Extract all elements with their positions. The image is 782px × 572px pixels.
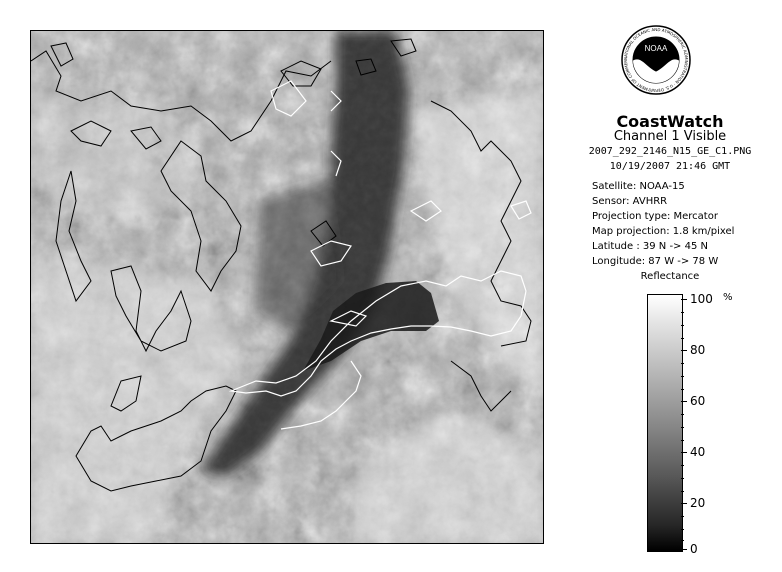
product-title: CoastWatch [616,112,724,131]
date-time: 10/19/2007 21:46 GMT [609,161,731,172]
colorbar-title: Reflectance [640,271,700,282]
colorbar-minor-tick [681,465,684,466]
file-name: 2007_292_2146_N15_GE_C1.PNG [588,146,752,157]
satellite-label: Satellite: NOAA-15 [592,181,685,192]
projection-type-label: Projection type: Mercator [592,211,718,222]
corridor-noise [31,31,543,543]
satellite-image [30,30,544,544]
colorbar-minor-tick [681,427,684,428]
sensor-label: Sensor: AVHRR [592,196,668,207]
satellite-imagery-svg [31,31,543,543]
colorbar-minor-tick [681,491,684,492]
colorbar-tick [681,401,687,402]
colorbar [647,294,683,552]
channel-label: Channel 1 Visible [613,129,727,144]
colorbar-tick [681,503,687,504]
colorbar-minor-tick [681,516,684,517]
map-projection-label: Map projection: 1.8 km/pixel [592,226,735,237]
colorbar-unit: % [723,292,733,303]
colorbar-tick [681,299,687,300]
colorbar-minor-tick [681,312,684,313]
noaa-logo [621,25,691,95]
colorbar-tick [681,452,687,453]
colorbar-minor-tick [681,540,684,541]
colorbar-minor-tick [681,363,684,364]
colorbar-minor-tick [681,325,684,326]
colorbar-tick [681,350,687,351]
colorbar-label-40: 40 [690,445,706,459]
colorbar-minor-tick [681,389,684,390]
logo-ring-text: NATIONAL OCEANIC AND ATMOSPHERIC ADMINISTRATION · U.S. DEPARTMENT OF COMMER [622,26,690,94]
colorbar-tick [681,549,687,550]
colorbar-minor-tick [681,440,684,441]
colorbar-label-0: 0 [690,542,698,556]
logo-text: NOAA [644,44,668,53]
longitude-label: Longitude: 87 W -> 78 W [592,256,719,267]
colorbar-minor-tick [681,478,684,479]
colorbar-label-60: 60 [690,394,706,408]
colorbar-label-80: 80 [690,343,706,357]
colorbar-minor-tick [681,529,684,530]
colorbar-label-100: 100 [690,292,713,306]
colorbar-label-20: 20 [690,496,706,510]
colorbar-minor-tick [681,338,684,339]
latitude-label: Latitude : 39 N -> 45 N [592,241,708,252]
colorbar-minor-tick [681,376,684,377]
colorbar-minor-tick [681,414,684,415]
